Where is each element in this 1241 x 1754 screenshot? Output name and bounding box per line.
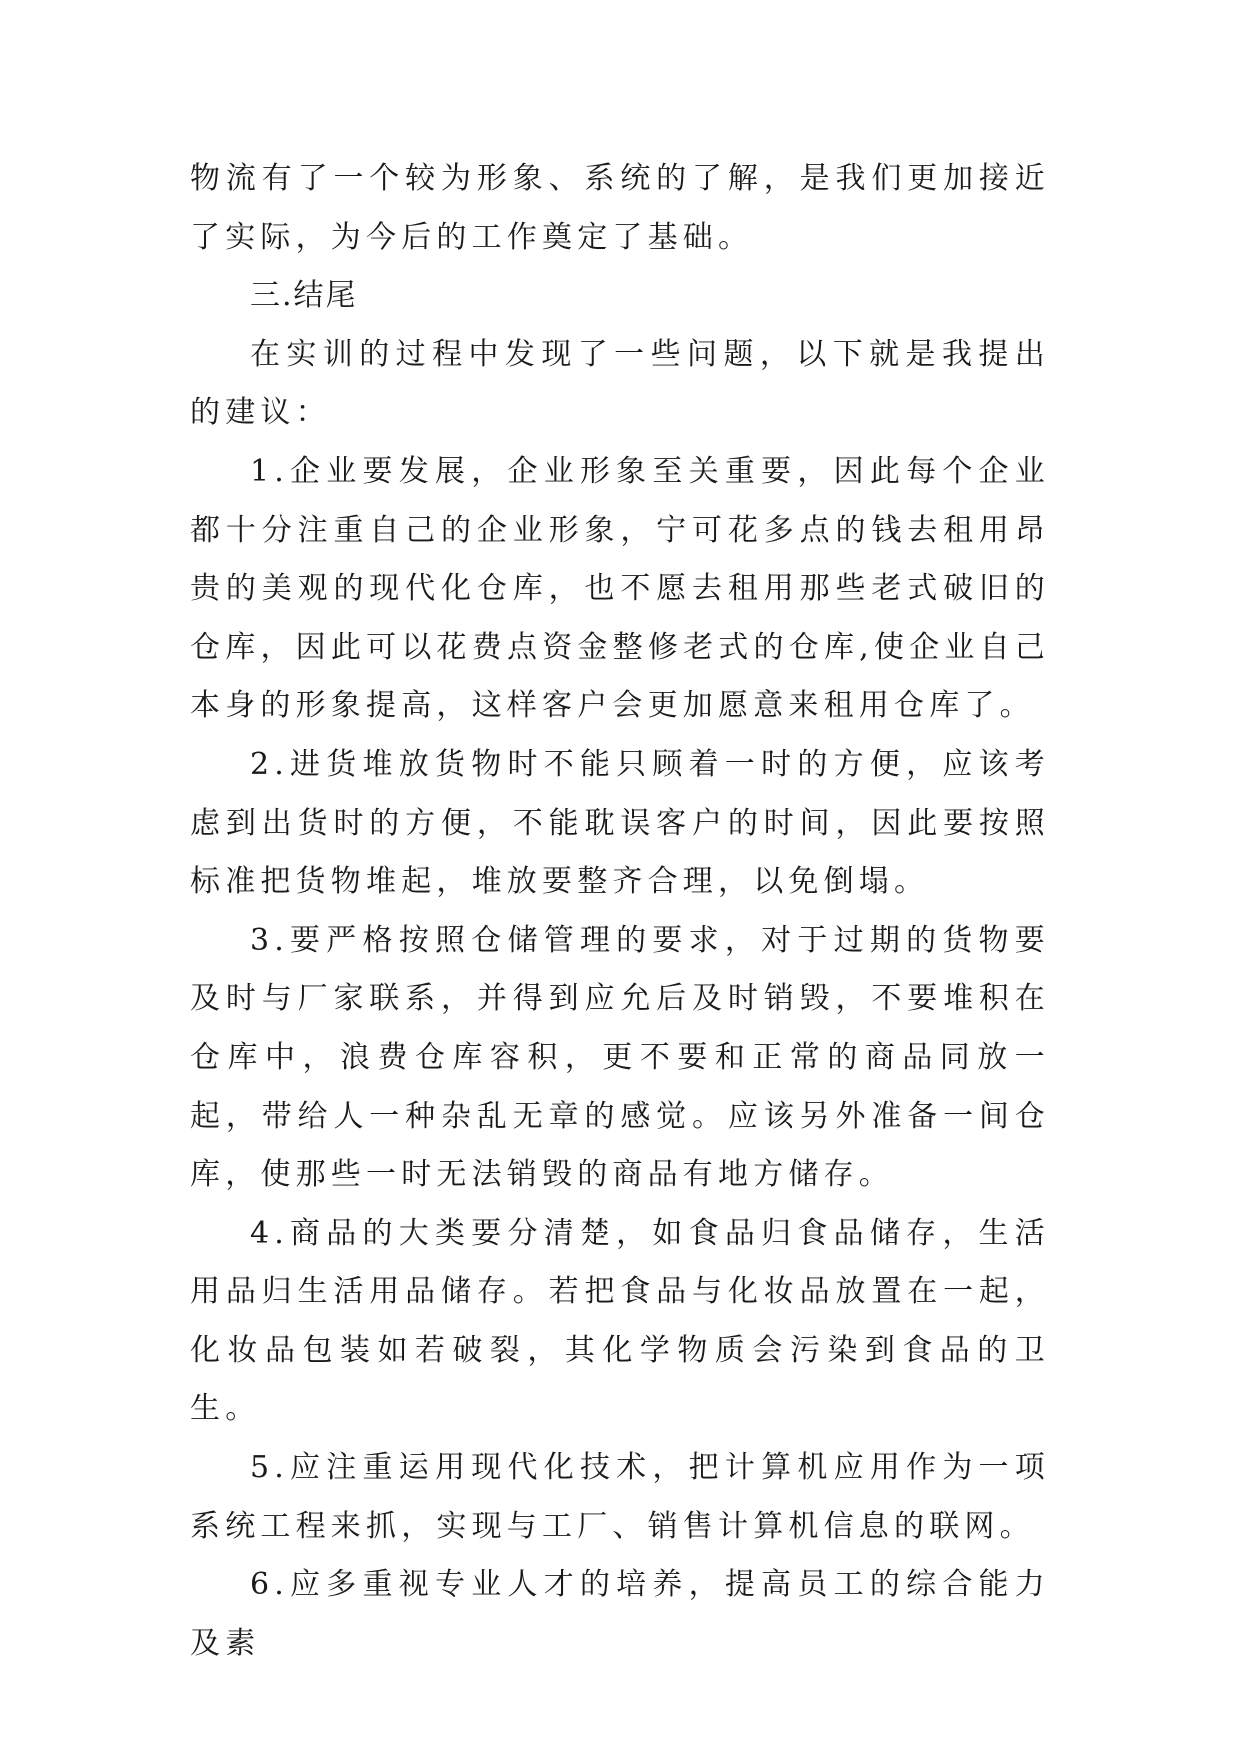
paragraph-item-4: 4.商品的大类要分清楚，如食品归食品储存，生活用品归生活用品储存。若把食品与化妆品放置在一起，化妆品包装如若破裂，其化学物质会污染到食品的卫生。	[190, 1215, 1050, 1427]
paragraph-item-5: 5.应注重运用现代化技术，把计算机应用作为一项系统工程来抓，实现与工厂、销售计算机信息的联网。	[190, 1450, 1050, 1544]
paragraph-item-3: 3.要严格按照仓储管理的要求，对于过期的货物要及时与厂家联系，并得到应允后及时销毁，不要堆积在仓库中，浪费仓库容积，更不要和正常的商品同放一起，带给人一种杂乱无章的感觉。应该另外准备一间仓库，使那些一时无法销毁的商品有地方储存。	[190, 922, 1050, 1193]
paragraph-item-6: 6.应多重视专业人才的培养，提高员工的综合能力及素	[190, 1567, 1050, 1661]
document-page	[190, 150, 1050, 1673]
paragraph-continuation: 物流有了一个较为形象、系统的了解，是我们更加接近了实际，为今后的工作奠定了基础。	[190, 161, 1050, 255]
paragraph-item-1: 1.企业要发展，企业形象至关重要，因此每个企业都十分注重自己的企业形象，宁可花多点的钱去租用昂贵的美观的现代化仓库，也不愿去租用那些老式破旧的仓库，因此可以花费点资金整修老式的仓库,使企业自己本身的形象提高，这样客户会更加愿意来租用仓库了。	[190, 453, 1050, 724]
section-heading-conclusion: 三.结尾	[250, 278, 358, 314]
paragraph-item-2: 2.进货堆放货物时不能只顾着一时的方便，应该考虑到出货时的方便，不能耽误客户的时间，因此要按照标准把货物堆起，堆放要整齐合理，以免倒塌。	[190, 746, 1050, 900]
paragraph-intro: 在实训的过程中发现了一些问题，以下就是我提出的建议：	[190, 336, 1050, 431]
